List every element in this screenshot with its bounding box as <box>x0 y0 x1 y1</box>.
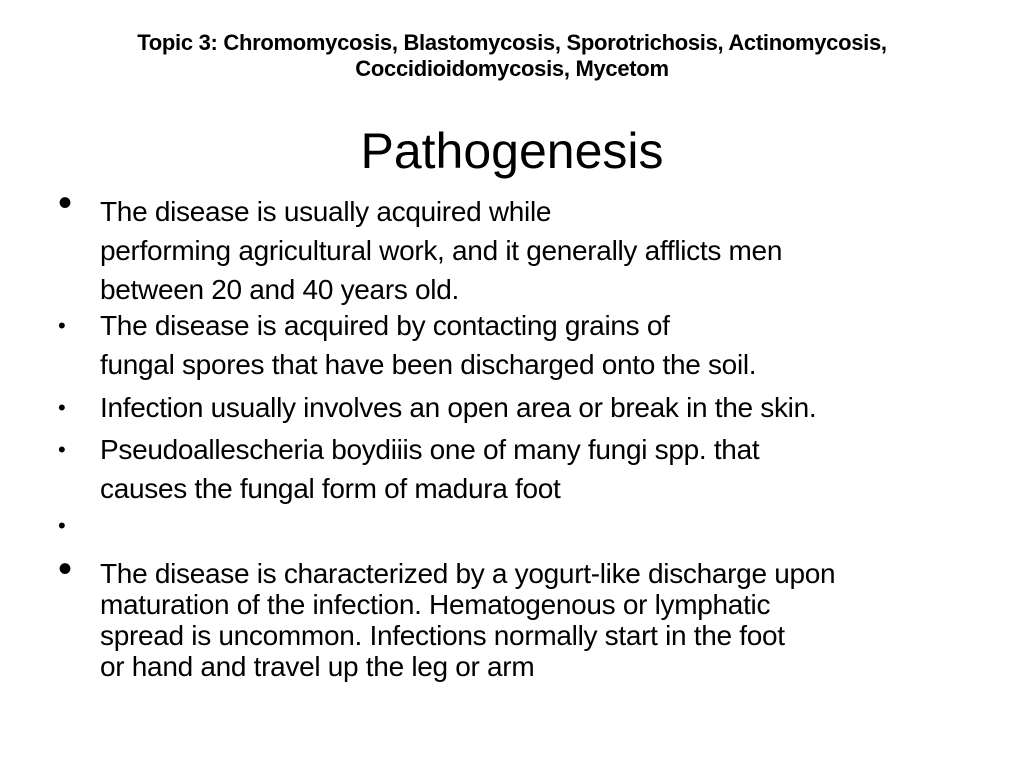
bullet-line: Pseudoallescheria boydiiis one of many fungi spp. that <box>100 434 760 465</box>
bullet-text <box>100 388 980 427</box>
bullet-text <box>100 558 980 682</box>
bullet-line: The disease is characterized by a yogurt-like discharge upon <box>100 558 836 589</box>
topic-line-2: Coccidioidomycosis, Mycetom <box>355 56 669 81</box>
bullet-line: or hand and travel up the leg or arm <box>100 651 535 682</box>
bullet-line: The disease is usually acquired while <box>100 196 552 227</box>
bullet-text <box>100 192 980 309</box>
bullet-dot: • <box>58 513 66 538</box>
bullet-line: causes the fungal form of madura foot <box>100 473 561 504</box>
bullet-dot: • <box>58 181 73 225</box>
bullet-line: spread is uncommon. Infections normally start in the foot <box>100 620 785 651</box>
bullet-dot: • <box>58 547 73 591</box>
bullet-line: The disease is acquired by contacting grains of <box>100 310 670 341</box>
bullet-dot: • <box>58 437 66 462</box>
bullet-line: Infection usually involves an open area or break in the skin. <box>100 392 817 423</box>
bullet-line: between 20 and 40 years old. <box>100 274 459 305</box>
bullet-text <box>100 430 980 508</box>
slide-title: Pathogenesis <box>360 123 664 179</box>
bullet-line: performing agricultural work, and it generally afflicts men <box>100 235 783 266</box>
bullet-line: fungal spores that have been discharged onto the soil. <box>100 349 757 380</box>
bullet-line: maturation of the infection. Hematogenous or lymphatic <box>100 589 771 620</box>
topic-heading <box>40 30 984 82</box>
bullet-dot: • <box>58 313 66 338</box>
topic-line-1: Topic 3: Chromomycosis, Blastomycosis, Sporotrichosis, Actinomycosis, <box>137 30 887 55</box>
bullet-dot: • <box>58 395 66 420</box>
bullet-text <box>100 306 980 384</box>
